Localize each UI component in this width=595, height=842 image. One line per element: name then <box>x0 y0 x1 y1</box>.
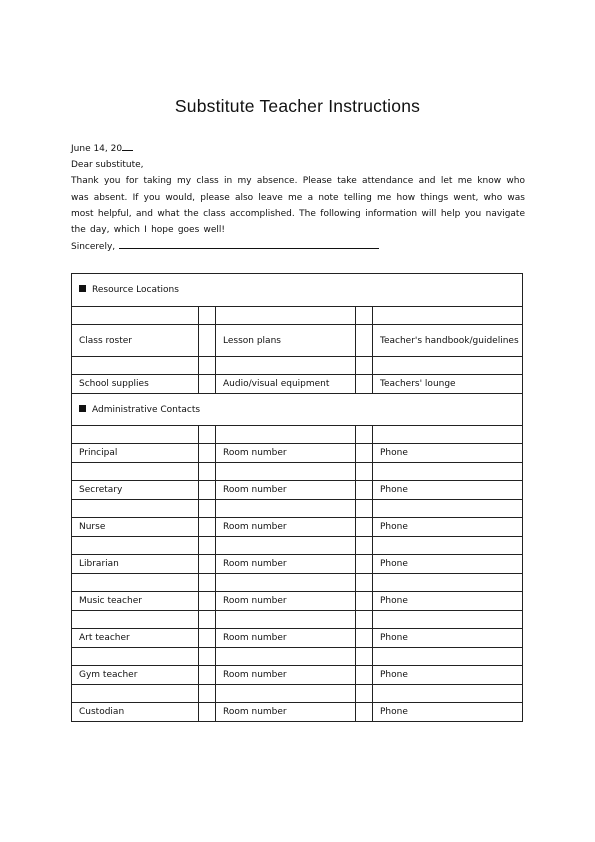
entry-field[interactable] <box>216 574 356 592</box>
entry-field[interactable] <box>373 574 523 592</box>
contact-role: Nurse <box>72 518 199 537</box>
phone-label: Phone <box>373 518 523 537</box>
phone-label: Phone <box>373 703 523 722</box>
contact-role: Librarian <box>72 555 199 574</box>
contact-row <box>72 592 523 611</box>
contact-row <box>72 666 523 685</box>
resource-label: Teacher's handbook/guidelines <box>373 325 523 357</box>
section-header-contacts <box>72 394 523 426</box>
entry-field[interactable] <box>72 500 199 518</box>
phone-label: Phone <box>373 444 523 463</box>
entry-field[interactable] <box>216 648 356 666</box>
entry-field[interactable] <box>373 648 523 666</box>
contact-entry-row <box>72 500 523 518</box>
square-bullet-icon <box>79 405 86 412</box>
entry-field[interactable] <box>216 685 356 703</box>
letter-body: Thank you for taking my class in my absence. Please take attendance and let me know who was absent. If you would, please also leave me a note telling me how things went, who was most helpful, and what the class accomplished. The following information will help you navigate the day, which I hope goes well! <box>71 176 525 236</box>
contact-role: Custodian <box>72 703 199 722</box>
entry-field[interactable] <box>72 574 199 592</box>
letter-greeting: Dear substitute, <box>71 160 144 171</box>
entry-field[interactable] <box>72 685 199 703</box>
entry-field[interactable] <box>72 537 199 555</box>
contact-entry-row <box>72 685 523 703</box>
contact-role: Secretary <box>72 481 199 500</box>
date-text: June 14, 20 <box>71 144 123 154</box>
entry-field[interactable] <box>216 537 356 555</box>
entry-field[interactable] <box>373 685 523 703</box>
resource-label: Lesson plans <box>216 325 356 357</box>
contact-row <box>72 481 523 500</box>
resource-label: Teachers' lounge <box>373 375 523 394</box>
resource-label: School supplies <box>72 375 199 394</box>
contact-entry-row <box>72 537 523 555</box>
section-heading: Administrative Contacts <box>92 404 201 415</box>
room-number-label: Room number <box>216 629 356 648</box>
entry-field[interactable] <box>216 500 356 518</box>
contact-row <box>72 703 523 722</box>
contact-role: Principal <box>72 444 199 463</box>
phone-label: Phone <box>373 555 523 574</box>
closing-text: Sincerely, <box>71 242 116 253</box>
resource-row <box>72 375 523 394</box>
room-number-label: Room number <box>216 481 356 500</box>
phone-label: Phone <box>373 666 523 685</box>
contact-row <box>72 444 523 463</box>
entry-field[interactable] <box>373 463 523 481</box>
entry-field[interactable] <box>373 611 523 629</box>
contact-role: Music teacher <box>72 592 199 611</box>
blank-row <box>72 307 523 325</box>
room-number-label: Room number <box>216 444 356 463</box>
info-table <box>71 273 523 722</box>
contact-row <box>72 555 523 574</box>
contact-entry-row <box>72 463 523 481</box>
entry-field[interactable] <box>216 611 356 629</box>
square-bullet-icon <box>79 285 86 292</box>
entry-field[interactable] <box>373 537 523 555</box>
entry-field[interactable] <box>373 357 523 375</box>
page-title: Substitute Teacher Instructions <box>174 96 421 116</box>
signature-line[interactable] <box>119 238 379 249</box>
contact-role: Art teacher <box>72 629 199 648</box>
entry-field[interactable] <box>72 357 199 375</box>
section-heading: Resource Locations <box>92 285 179 295</box>
entry-field[interactable] <box>72 648 199 666</box>
contact-row <box>72 629 523 648</box>
contact-entry-row <box>72 574 523 592</box>
room-number-label: Room number <box>216 555 356 574</box>
room-number-label: Room number <box>216 666 356 685</box>
section-header-resources <box>72 274 523 307</box>
letter <box>71 141 525 255</box>
room-number-label: Room number <box>216 592 356 611</box>
date-year-blank[interactable] <box>122 141 133 151</box>
resource-label: Audio/visual equipment <box>216 375 356 394</box>
entry-field[interactable] <box>373 500 523 518</box>
phone-label: Phone <box>373 592 523 611</box>
contact-row <box>72 518 523 537</box>
entry-field[interactable] <box>72 611 199 629</box>
room-number-label: Room number <box>216 518 356 537</box>
resource-label: Class roster <box>72 325 199 357</box>
contact-entry-row <box>72 611 523 629</box>
entry-field[interactable] <box>216 357 356 375</box>
letter-closing <box>71 238 525 255</box>
room-number-label: Room number <box>216 703 356 722</box>
resource-entry-row <box>72 357 523 375</box>
contact-entry-row <box>72 648 523 666</box>
contact-role: Gym teacher <box>72 666 199 685</box>
contacts-list <box>72 444 523 722</box>
entry-field[interactable] <box>216 463 356 481</box>
blank-row <box>72 426 523 444</box>
phone-label: Phone <box>373 481 523 500</box>
entry-field[interactable] <box>72 463 199 481</box>
resource-row <box>72 325 523 357</box>
phone-label: Phone <box>373 629 523 648</box>
letter-date <box>71 141 525 157</box>
